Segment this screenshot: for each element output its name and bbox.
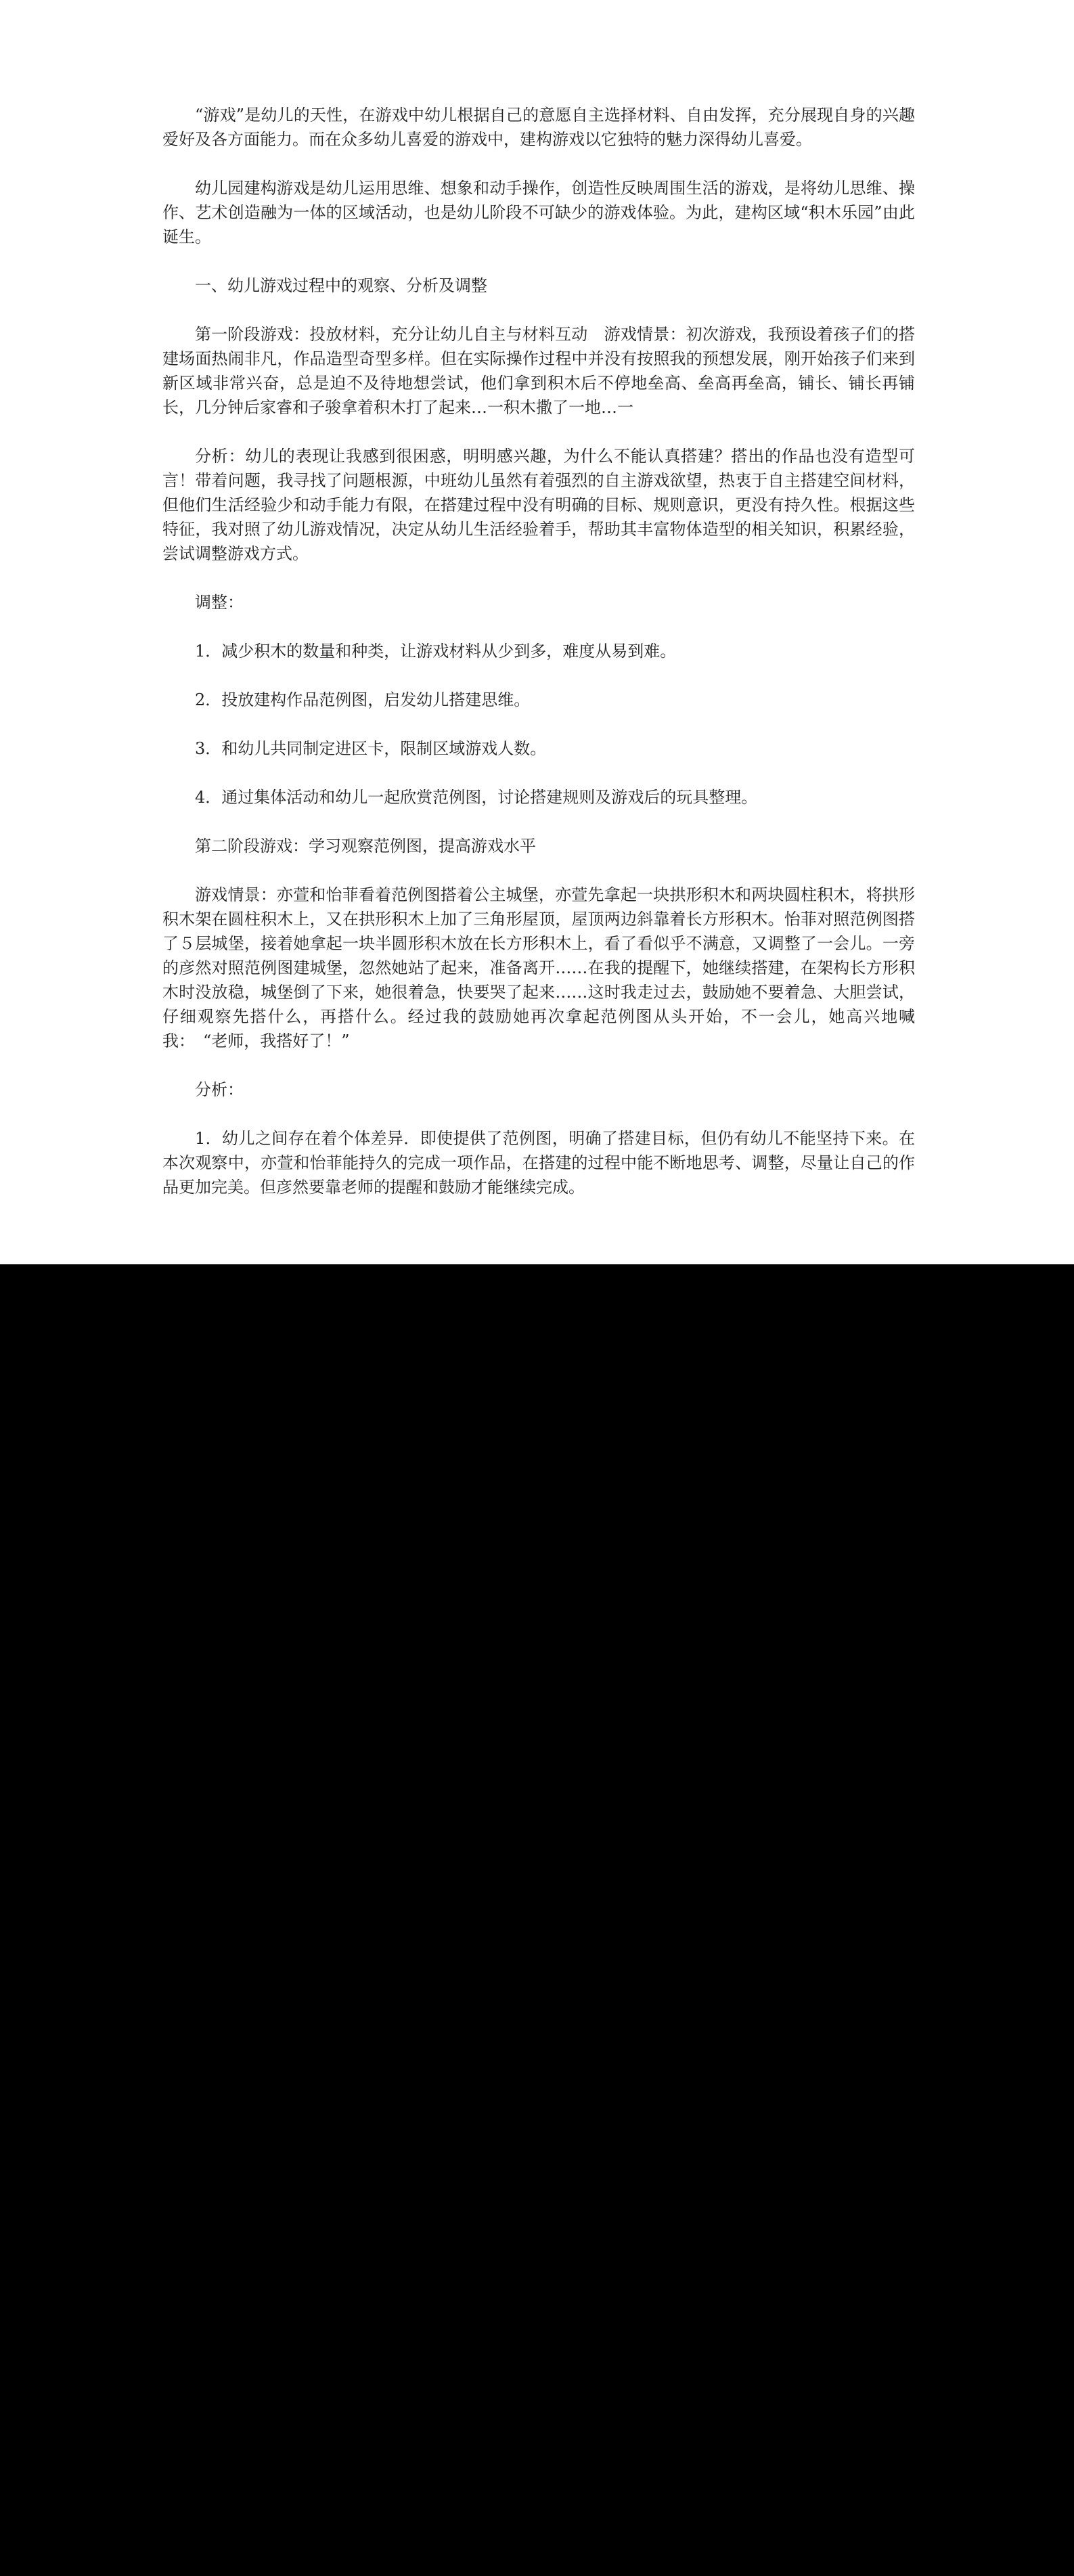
document-page (0, 0, 1074, 1264)
stage-two-scene-paragraph: 游戏情景：亦萱和怡菲看着范例图搭着公主城堡，亦萱先拿起一块拱形积木和两块圆柱积木，将拱形积木架在圆柱积木上，又在拱形积木上加了三角形屋顶，屋顶两边斜靠着长方形积木。怡菲对照范例图搭了５层城堡，接着她拿起一块半圆形积木放在长方形积木上，看了看似乎不满意，又调整了一会儿。一旁的彦然对照范例图建城堡，忽然她站了起来，准备离开……在我的提醒下，她继续搭建，在架构长方形积木时没放稳，城堡倒了下来，她很着急，快要哭了起来……这时我走过去，鼓励她不要着急、大胆尝试，仔细观察先搭什么，再搭什么。经过我的鼓励她再次拿起范例图从头开始，不一会儿，她高兴地喊我： “老师，我搭好了！” (162, 885, 915, 1050)
analysis-item-1: 1．幼儿之间存在着个体差异．即使提供了范例图，明确了搭建目标，但仍有幼儿不能坚持下来。在本次观察中，亦萱和怡菲能持久的完成一项作品，在搭建的过程中能不断地思考、调整，尽量让自己的作品更加完美。但彦然要靠老师的提醒和鼓励才能继续完成。 (162, 1129, 915, 1197)
blank-black-region (0, 1264, 1074, 2576)
section-heading: 一、幼儿游戏过程中的观察、分析及调整 (195, 276, 487, 295)
adjustment-label: 调整： (195, 593, 244, 612)
adjustment-item-2: 2．投放建构作品范例图，启发幼儿搭建思维。 (195, 690, 531, 709)
stage-one-paragraph: 第一阶段游戏：投放材料，充分让幼儿自主与材料互动 游戏情景：初次游戏，我预设着孩子们的搭建场面热闹非凡，作品造型奇型多样。但在实际操作过程中并没有按照我的预想发展，刚开始孩子们来到新区域非常兴奋，总是迫不及待地想尝试，他们拿到积木后不停地垒高、垒高再垒高，铺长、铺长再铺长，几分钟后家睿和子骏拿着积木打了起来…一积木撒了一地…一 (162, 325, 915, 417)
adjustment-item-1: 1．减少积木的数量和种类，让游戏材料从少到多，难度从易到难。 (195, 642, 677, 661)
adjustment-item-3: 3．和幼儿共同制定进区卡，限制区域游戏人数。 (195, 739, 547, 758)
construction-game-paragraph: 幼儿园建构游戏是幼儿运用思维、想象和动手操作，创造性反映周围生活的游戏，是将幼儿思维、操作、艺术创造融为一体的区域活动，也是幼儿阶段不可缺少的游戏体验。为此，建构区域“积木乐园”由此诞生。 (162, 179, 915, 246)
intro-paragraph: “游戏”是幼儿的天性，在游戏中幼儿根据自己的意愿自主选择材料、自由发挥，充分展现自身的兴趣爱好及各方面能力。而在众多幼儿喜爱的游戏中，建构游戏以它独特的魅力深得幼儿喜爱。 (162, 106, 915, 149)
analysis-label: 分析： (195, 1080, 244, 1099)
adjustment-item-4: 4．通过集体活动和幼儿一起欣赏范例图，讨论搭建规则及游戏后的玩具整理。 (195, 788, 758, 807)
stage-one-analysis-paragraph: 分析：幼儿的表现让我感到很困惑，明明感兴趣，为什么不能认真搭建？搭出的作品也没有造型可言！带着问题，我寻找了问题根源，中班幼儿虽然有着强烈的自主游戏欲望，热衷于自主搭建空间材料，但他们生活经验少和动手能力有限，在搭建过程中没有明确的目标、规则意识，更没有持久性。根据这些特征，我对照了幼儿游戏情况，决定从幼儿生活经验着手，帮助其丰富物体造型的相关知识，积累经验，尝试调整游戏方式。 (162, 447, 915, 563)
document-body (162, 103, 915, 1224)
stage-two-heading: 第二阶段游戏：学习观察范例图，提高游戏水平 (195, 837, 536, 856)
